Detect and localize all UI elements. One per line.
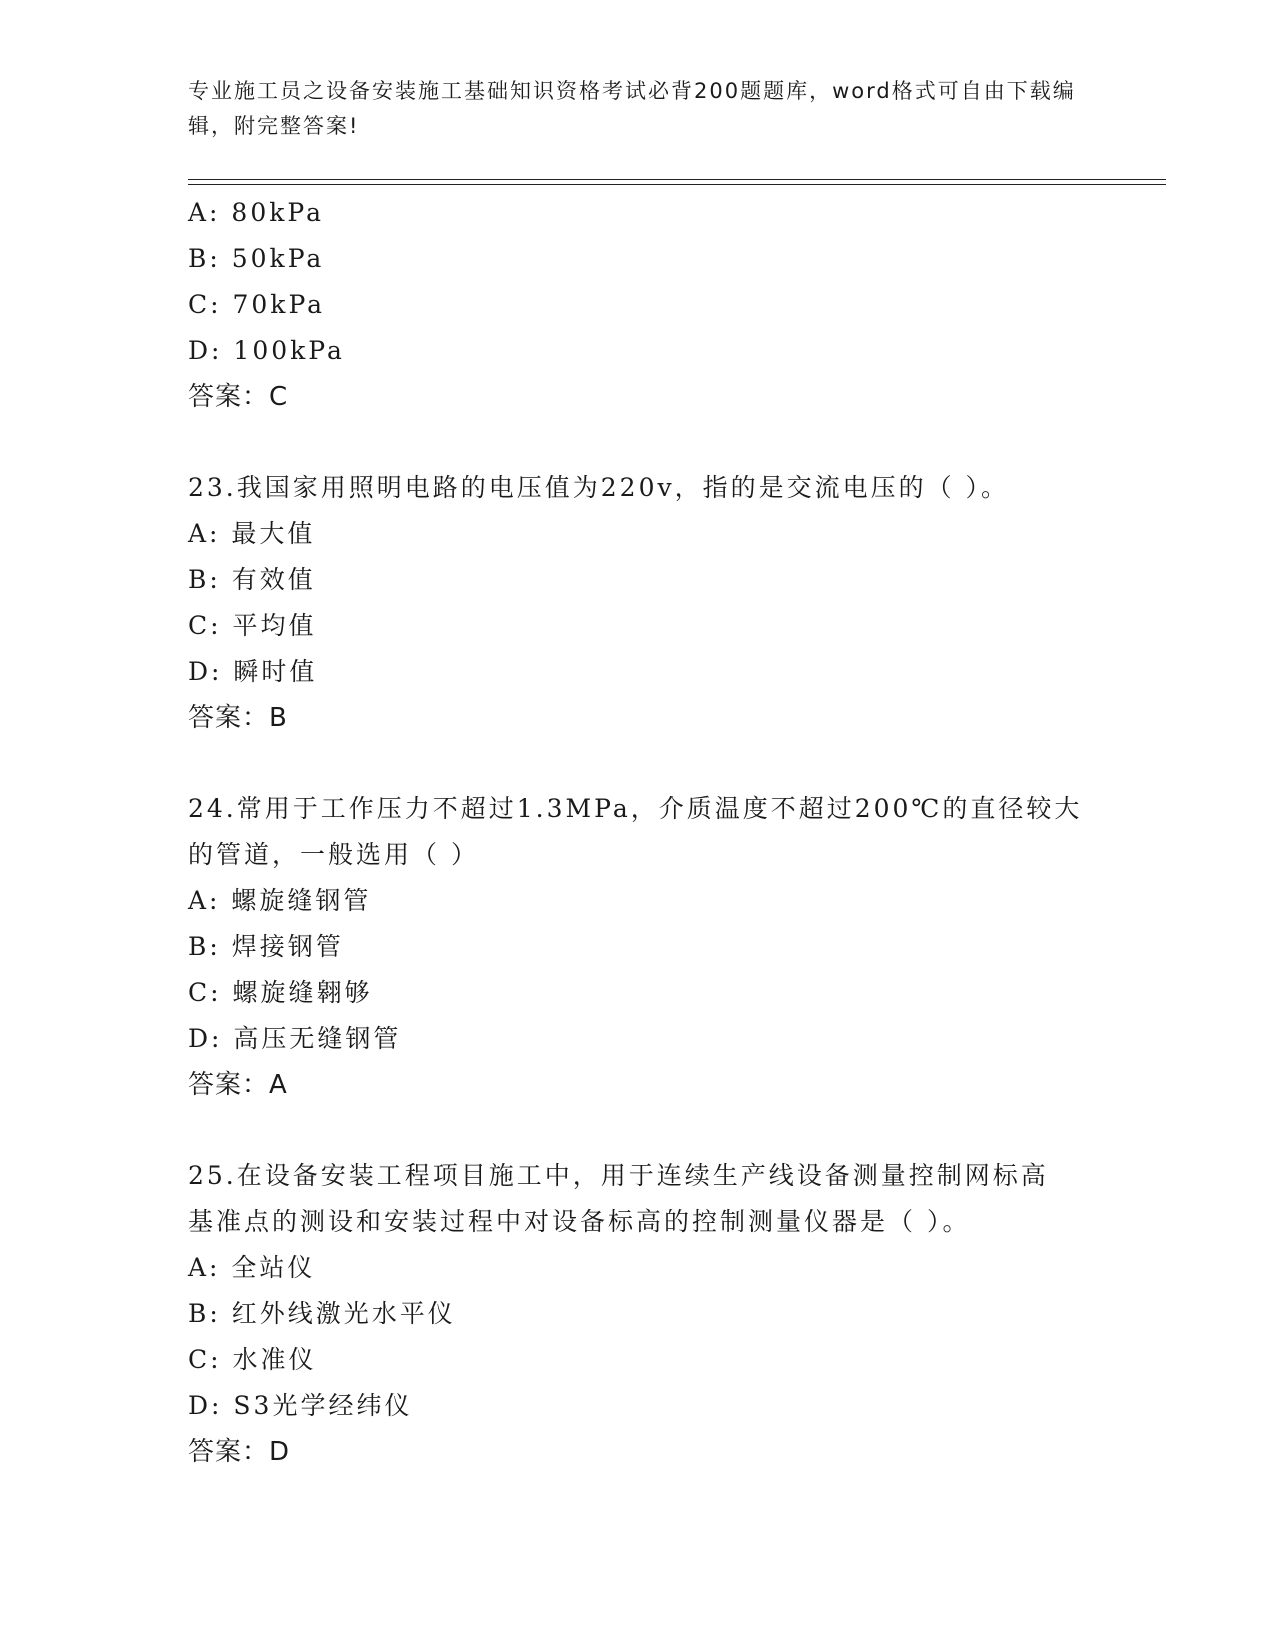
question-stem-line-2: 基准点的测设和安装过程中对设备标高的控制测量仪器是（ ）。 bbox=[188, 1207, 971, 1236]
option-b: B: 有效值 bbox=[188, 565, 316, 594]
option-b: B: 红外线激光水平仪 bbox=[188, 1299, 456, 1328]
question-list bbox=[188, 190, 1108, 1475]
question-stem-line-1: 25.在设备安装工程项目施工中，用于连续生产线设备测量控制网标高 bbox=[188, 1161, 1049, 1190]
option-b: B: 焊接钢管 bbox=[188, 932, 344, 961]
option-a: A: 80kPa bbox=[188, 198, 324, 227]
header-rule-bottom bbox=[188, 184, 1166, 185]
option-c: C: 平均值 bbox=[188, 611, 317, 640]
question-22 bbox=[188, 190, 1108, 420]
question-stem-line-1: 24.常用于工作压力不超过1.3MPa，介质温度不超过200℃的直径较大 bbox=[188, 794, 1083, 823]
option-d: D: 瞬时值 bbox=[188, 657, 318, 686]
option-a: A: 最大值 bbox=[188, 519, 316, 548]
answer: 答案：B bbox=[188, 703, 288, 733]
option-b: B: 50kPa bbox=[188, 244, 325, 273]
answer: 答案：A bbox=[188, 1070, 288, 1100]
option-c: C: 螺旋缝翱够 bbox=[188, 978, 373, 1007]
option-c: C: 水准仪 bbox=[188, 1345, 317, 1374]
question-23 bbox=[188, 465, 1108, 741]
question-stem: 23.我国家用照明电路的电压值为220v，指的是交流电压的（ ）。 bbox=[188, 473, 1010, 502]
option-c: C: 70kPa bbox=[188, 290, 326, 319]
question-stem-line-2: 的管道，一般选用（ ） bbox=[188, 840, 479, 869]
option-d: D: 高压无缝钢管 bbox=[188, 1024, 402, 1053]
option-a: A: 全站仪 bbox=[188, 1253, 316, 1282]
answer: 答案：C bbox=[188, 382, 289, 412]
option-d: D: 100kPa bbox=[188, 336, 345, 365]
header-rule-top bbox=[188, 179, 1166, 180]
option-a: A: 螺旋缝钢管 bbox=[188, 886, 372, 915]
option-d: D: S3光学经纬仪 bbox=[188, 1391, 413, 1420]
question-24 bbox=[188, 786, 1108, 1108]
answer: 答案：D bbox=[188, 1437, 291, 1467]
question-25 bbox=[188, 1153, 1108, 1475]
document-header: 专业施工员之设备安装施工基础知识资格考试必背200题题库，word格式可自由下载编辑，附完整答案! bbox=[188, 79, 1076, 138]
